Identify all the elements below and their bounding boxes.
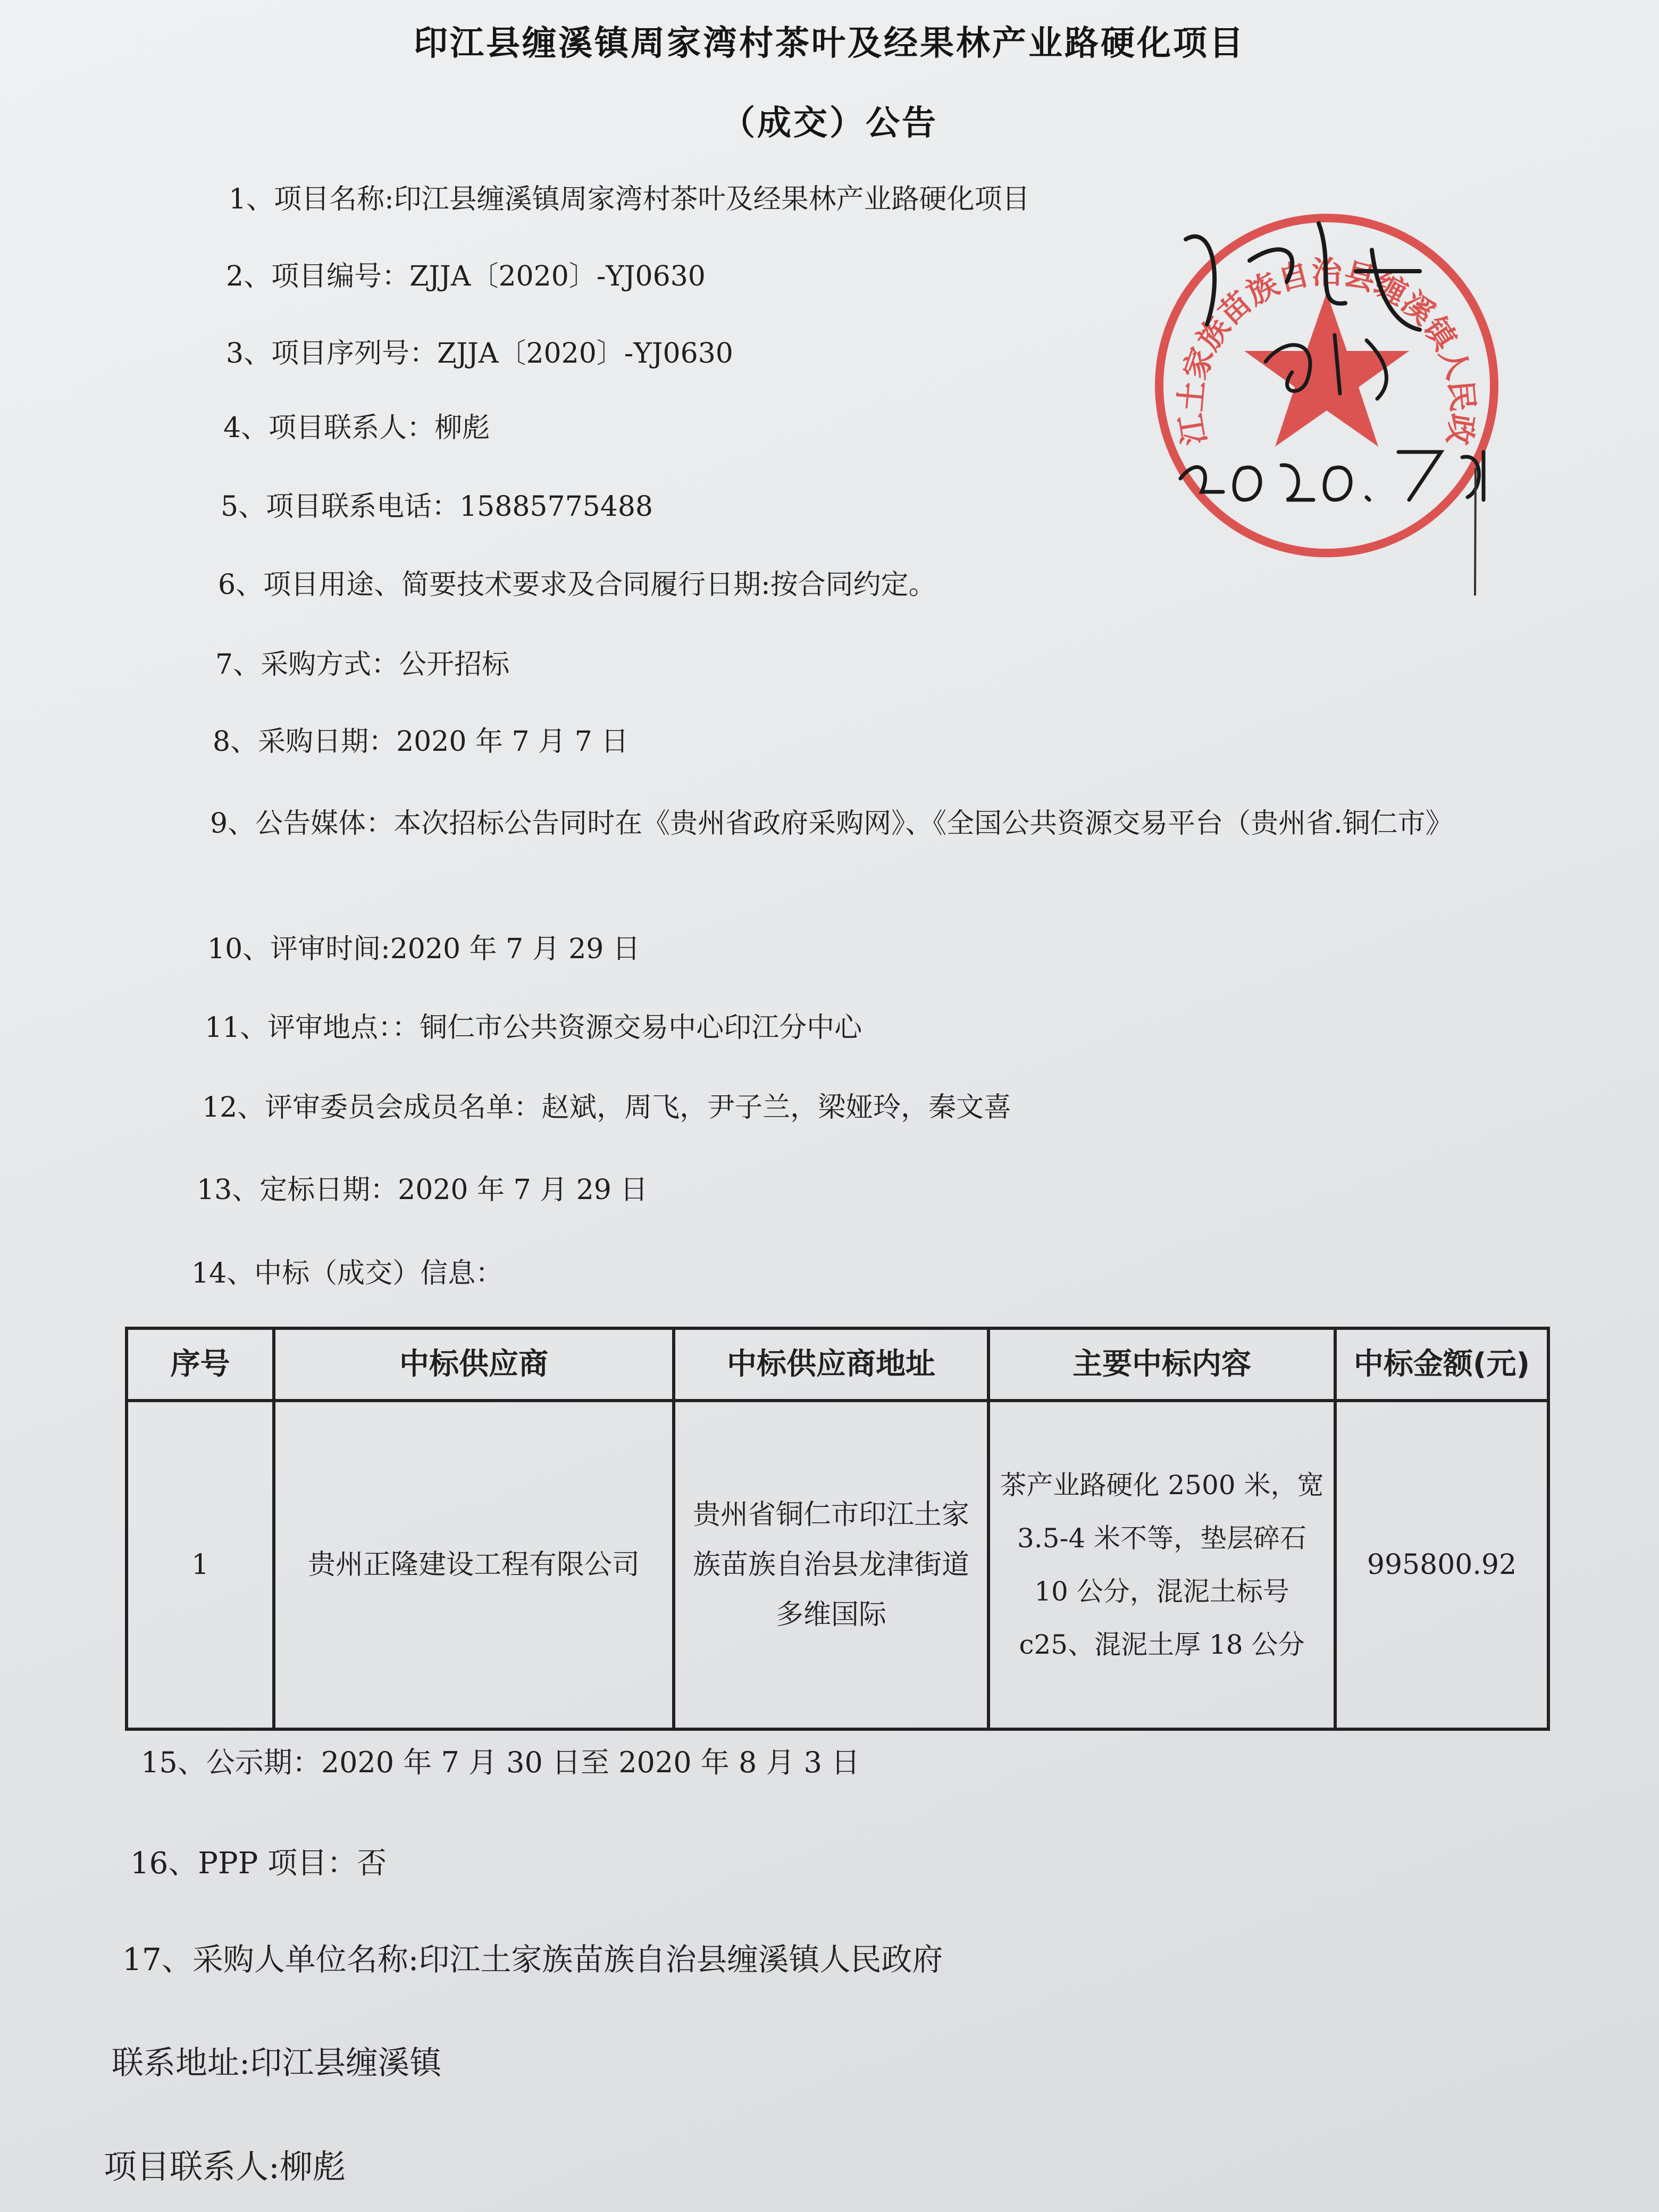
- table-row: [127, 1401, 1548, 1729]
- table-header-row: [127, 1328, 1548, 1401]
- handwritten-date: [1180, 452, 1484, 500]
- title-line-1: 印江县缠溪镇周家湾村茶叶及经果林产业路硬化项目: [414, 24, 1245, 63]
- project-contact: 项目联系人:柳彪: [104, 2147, 346, 2186]
- header-amount: 中标金额(元): [1335, 1328, 1548, 1401]
- official-seal: [1143, 202, 1510, 569]
- item-project-name: 1、项目名称:印江县缠溪镇周家湾村茶叶及经果林产业路硬化项目: [229, 183, 1030, 215]
- item-review-location: 11、评审地点：：铜仁市公共资源交易中心印江分中心: [205, 1012, 862, 1044]
- header-supplier: 中标供应商: [274, 1328, 674, 1401]
- item-review-committee: 12、评审委员会成员名单：赵斌，周飞，尹子兰，梁娅玲，秦文喜: [202, 1092, 1012, 1124]
- item-project-number: 2、项目编号：ZJJA〔2020〕-YJ0630: [226, 261, 706, 292]
- item-ppp-project: 16、PPP 项目：否: [130, 1846, 387, 1881]
- item-review-time: 10、评审时间:2020 年 7 月 29 日: [207, 933, 640, 965]
- item-contact-phone: 5、项目联系电话：15885775488: [221, 491, 653, 523]
- item-purchaser-name: 17、采购人单位名称:印江土家族苗族自治县缠溪镇人民政府: [122, 1941, 943, 1978]
- item-announcement-media: 9、公告媒体：本次招标公告同时在《贵州省政府采购网》、《全国公共资源交易平台（贵州省.铜仁市》: [210, 808, 1453, 840]
- item-award-info-heading: 14、中标（成交）信息：: [191, 1258, 504, 1289]
- item-procurement-method: 7、采购方式：公开招标: [215, 649, 510, 681]
- cell-seq: 1: [127, 1401, 274, 1729]
- header-supplier-address: 中标供应商地址: [674, 1328, 988, 1401]
- cell-supplier-address: 贵州省铜仁市印江土家族苗族自治县龙津街道多维国际: [674, 1401, 988, 1729]
- seal-text: 江土家族苗族自治县缠溪镇人民政: [1172, 254, 1481, 448]
- item-usage-requirements: 6、项目用途、简要技术要求及合同履行日期:按合同约定。: [218, 569, 936, 601]
- item-publicity-period: 15、公示期：2020 年 7 月 30 日至 2020 年 8 月 3 日: [141, 1746, 860, 1779]
- item-award-date: 13、定标日期：2020 年 7 月 29 日: [197, 1174, 648, 1206]
- contact-address: 联系地址:印江县缠溪镇: [112, 2045, 442, 2082]
- header-seq: 序号: [127, 1328, 274, 1401]
- title-line-2: （成交）公告: [721, 104, 938, 143]
- header-main-content: 主要中标内容: [988, 1328, 1335, 1401]
- cell-main-content: 茶产业路硬化 2500 米，宽 3.5-4 米不等，垫层碎石 10 公分，混泥土标号 c25、混泥土厚 18 公分: [988, 1401, 1335, 1729]
- item-project-serial: 3、项目序列号：ZJJA〔2020〕-YJ0630: [226, 338, 733, 370]
- cell-amount: 995800.92: [1335, 1401, 1548, 1729]
- cell-supplier: 贵州正隆建设工程有限公司: [274, 1401, 674, 1729]
- seal-graphic: [1143, 202, 1510, 569]
- pen-stroke: [1473, 468, 1478, 596]
- award-table: [125, 1327, 1550, 1731]
- item-procurement-date: 8、采购日期：2020 年 7 月 7 日: [213, 726, 629, 758]
- item-contact-person: 4、项目联系人：柳彪: [223, 412, 490, 444]
